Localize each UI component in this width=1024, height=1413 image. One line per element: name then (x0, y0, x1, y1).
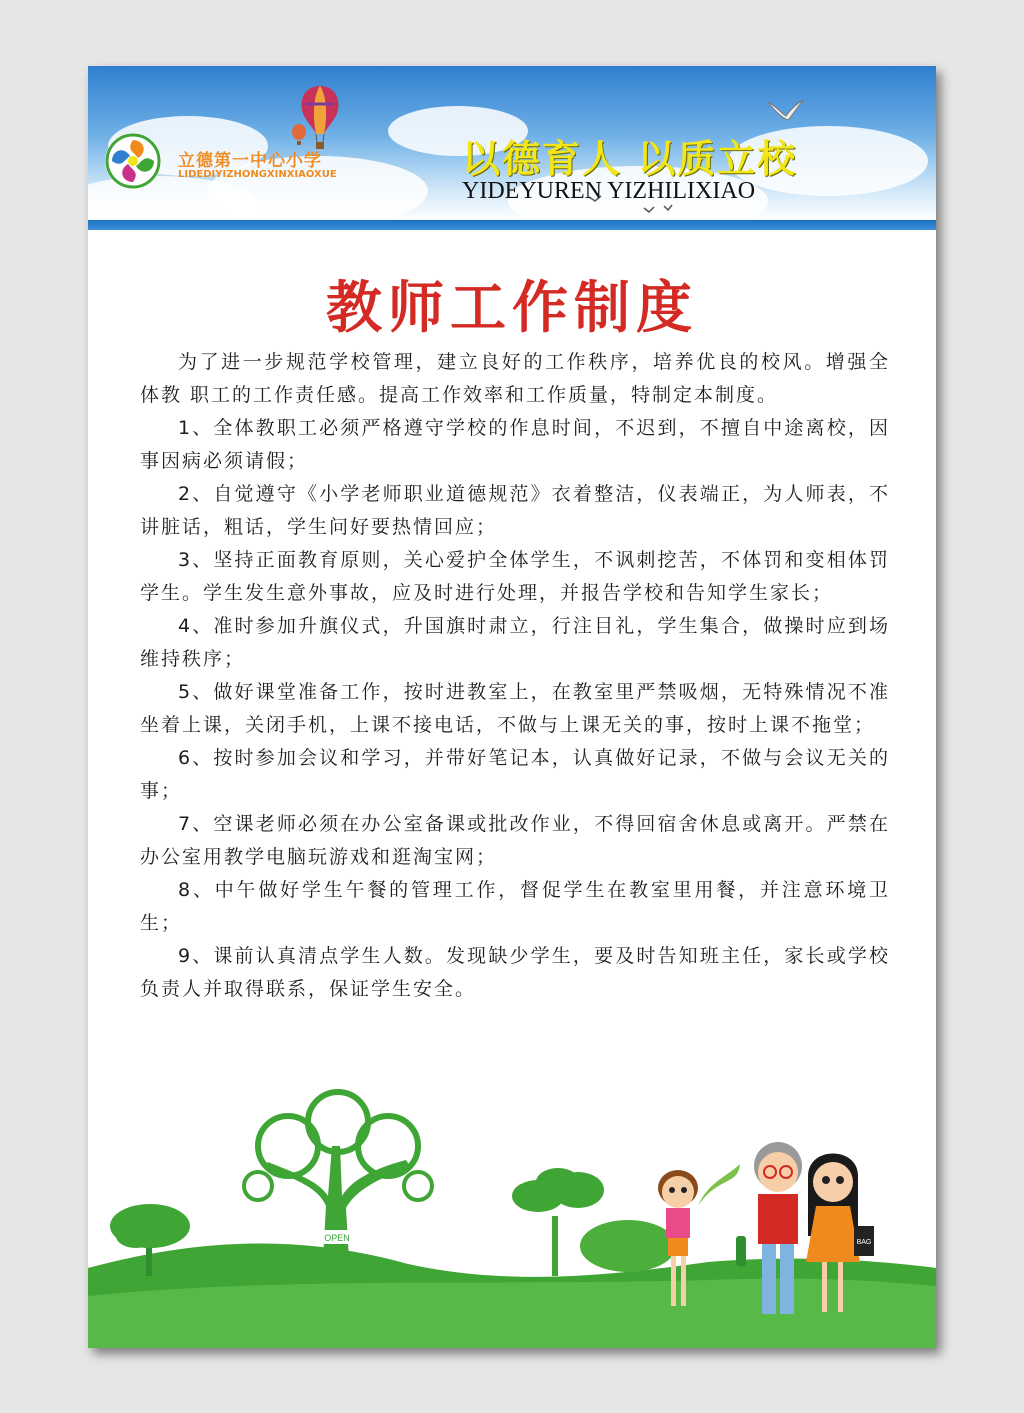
rule-item-8: 8、中午做好学生午餐的管理工作，督促学生在教室里用餐，并注意环境卫生； (140, 879, 890, 934)
intro-paragraph: 为了进一步规范学校管理，建立良好的工作秩序，培养优良的校风。增强全体教 职工的工作责任感。提高工作效率和工作质量，特制定本制度。 (140, 351, 890, 406)
rule-item-5: 5、做好课堂准备工作，按时进教室上，在教室里严禁吸烟，无特殊情况不准坐着上课，关闭手机，上课不接电话，不做与上课无关的事，按时上课不拖堂； (140, 681, 890, 736)
rule-item-4: 4、准时参加升旗仪式，升国旗时肃立，行注目礼，学生集合，做操时应到场维持秩序； (140, 615, 890, 670)
small-balloon-icon (291, 124, 307, 148)
page-title: 教师工作制度 (326, 276, 698, 341)
bird-icon (643, 206, 655, 214)
school-motto-pinyin: YIDEYUREN YIZHILIXIAO (462, 178, 756, 204)
school-name: 立德第一中心小学 (178, 151, 322, 171)
tree-sign-label: OPEN (324, 1233, 350, 1243)
bottom-illustration (88, 1086, 936, 1348)
header-divider (88, 220, 936, 230)
school-motto: 以德育人 以质立校 (462, 137, 798, 181)
rule-item-7: 7、空课老师必须在办公室备课或批改作业，不得回宿舍休息或离开。严禁在办公室用教学电脑玩游戏和逛淘宝网； (140, 813, 890, 868)
regulation-body (140, 346, 890, 1006)
rule-item-1: 1、全体教职工必须严格遵守学校的作息时间，不迟到，不擅自中途离校，因事因病必须请假； (140, 417, 890, 472)
grass-foreground (88, 1279, 936, 1348)
poster (88, 66, 936, 1348)
rule-item-3: 3、坚持正面教育原则，关心爱护全体学生，不讽刺挖苦，不体罚和变相体罚学生。学生发生意外事故，应及时进行处理，并报告学校和告知学生家长； (140, 549, 890, 604)
rule-item-6: 6、按时参加会议和学习，并带好笔记本，认真做好记录，不做与会议无关的事； (140, 747, 890, 802)
bird-icon (663, 204, 673, 212)
school-logo-icon (104, 132, 162, 190)
header-banner (88, 66, 936, 220)
rule-item-2: 2、自觉遵守《小学老师职业道德规范》衣着整洁，仪表端正，为人师表，不讲脏话，粗话，学生问好要热情回应； (140, 483, 890, 538)
bird-icon (766, 96, 806, 124)
school-name-pinyin: LIDEDIYIZHONGXINXIAOXUE (178, 169, 337, 180)
bag-label: BAG (856, 1239, 872, 1246)
bush-tree-icon (512, 1168, 676, 1276)
rule-item-9: 9、课前认真清点学生人数。发现缺少学生，要及时告知班主任，家长或学校负责人并取得联系，保证学生安全。 (140, 945, 890, 1000)
